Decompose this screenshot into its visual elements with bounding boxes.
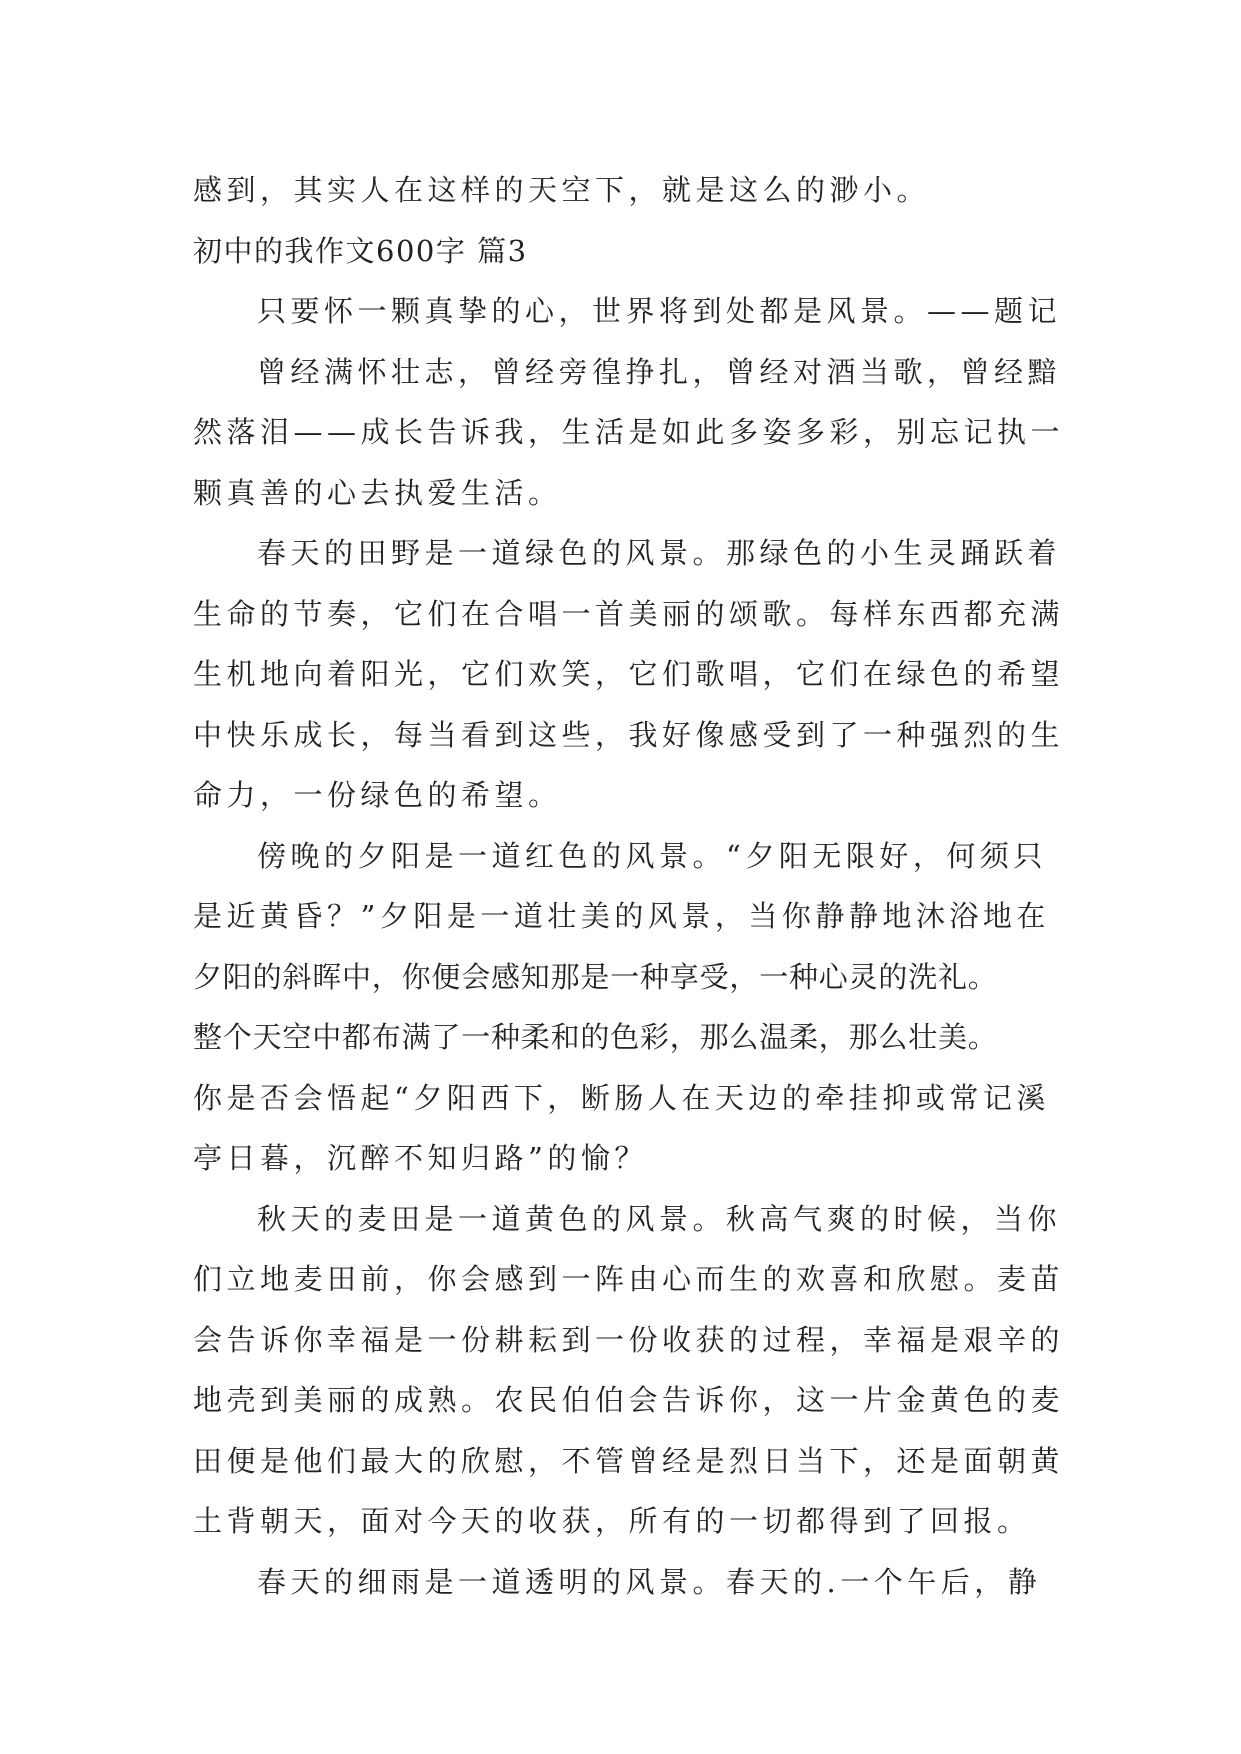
text-line: 傍晚的夕阳是一道红色的风景。“夕阳无限好，何须只	[257, 838, 1047, 873]
paragraph-1	[193, 342, 1065, 524]
document-page	[193, 160, 1065, 1612]
text-line: 生命的节奏，它们在合唱一首美丽的颂歌。每样东西都充满	[193, 596, 1065, 631]
text-line: 土背朝天，面对今天的收获，所有的一切都得到了回报。	[193, 1504, 1031, 1538]
text-line: 地壳到美丽的成熟。农民伯伯会告诉你，这一片金黄色的麦	[193, 1383, 1065, 1417]
paragraph-2	[193, 523, 1065, 826]
text-line: 亭日暮，沉醉不知归路”的愉？	[193, 1141, 648, 1175]
text-line: 们立地麦田前，你会感到一阵由心而生的欢喜和欣慰。麦苗	[193, 1262, 1065, 1296]
text-line: 春天的细雨是一道透明的风景。春天的.一个午后，静	[257, 1564, 1042, 1599]
text-line: 整个天空中都布满了一种柔和的色彩，那么温柔，那么壮美。	[193, 1020, 998, 1054]
paragraph-4	[193, 1189, 1065, 1552]
text-line: 秋天的麦田是一道黄色的风景。秋高气爽的时候，当你	[257, 1201, 1062, 1236]
paragraph-3	[193, 826, 1051, 1189]
epigraph-line: 只要怀一颗真挚的心，世界将到处都是风景。——题记	[257, 294, 1062, 328]
text-line: 春天的田野是一道绿色的风景。那绿色的小生灵踊跃着	[257, 536, 1062, 570]
text-line: 中快乐成长，每当看到这些，我好像感受到了一种强烈的生	[193, 717, 1065, 752]
text-line: 田便是他们最大的欣慰，不管曾经是烈日当下，还是面朝黄	[193, 1443, 1065, 1478]
text-line: 生机地向着阳光，它们欢笑，它们歌唱，它们在绿色的希望	[193, 657, 1065, 691]
text-line: 然落泪——成长告诉我，生活是如此多姿多彩，别忘记执一	[193, 415, 1065, 449]
text-line: 会告诉你幸福是一份耕耘到一份收获的过程，幸福是艰辛的	[193, 1322, 1065, 1357]
text-line: 是近黄昏？”夕阳是一道壮美的风景，当你静静地沐浴地在	[193, 899, 1050, 933]
text-line: 夕阳的斜晖中，你便会感知那是一种享受，一种心灵的洗礼。	[193, 959, 998, 994]
section-heading: 初中的我作文600字 篇3	[193, 233, 528, 268]
paragraph-5	[193, 1552, 1051, 1613]
text-line: 命力，一份绿色的希望。	[193, 778, 562, 812]
text-line: 感到，其实人在这样的天空下，就是这么的渺小。	[193, 173, 931, 207]
text-line: 你是否会悟起“夕阳西下，断肠人在天边的牵挂抑或常记溪	[193, 1080, 1050, 1115]
text-line: 曾经满怀壮志，曾经旁徨挣扎，曾经对酒当歌，曾经黯	[257, 354, 1062, 389]
text-line: 颗真善的心去执爱生活。	[193, 475, 562, 510]
